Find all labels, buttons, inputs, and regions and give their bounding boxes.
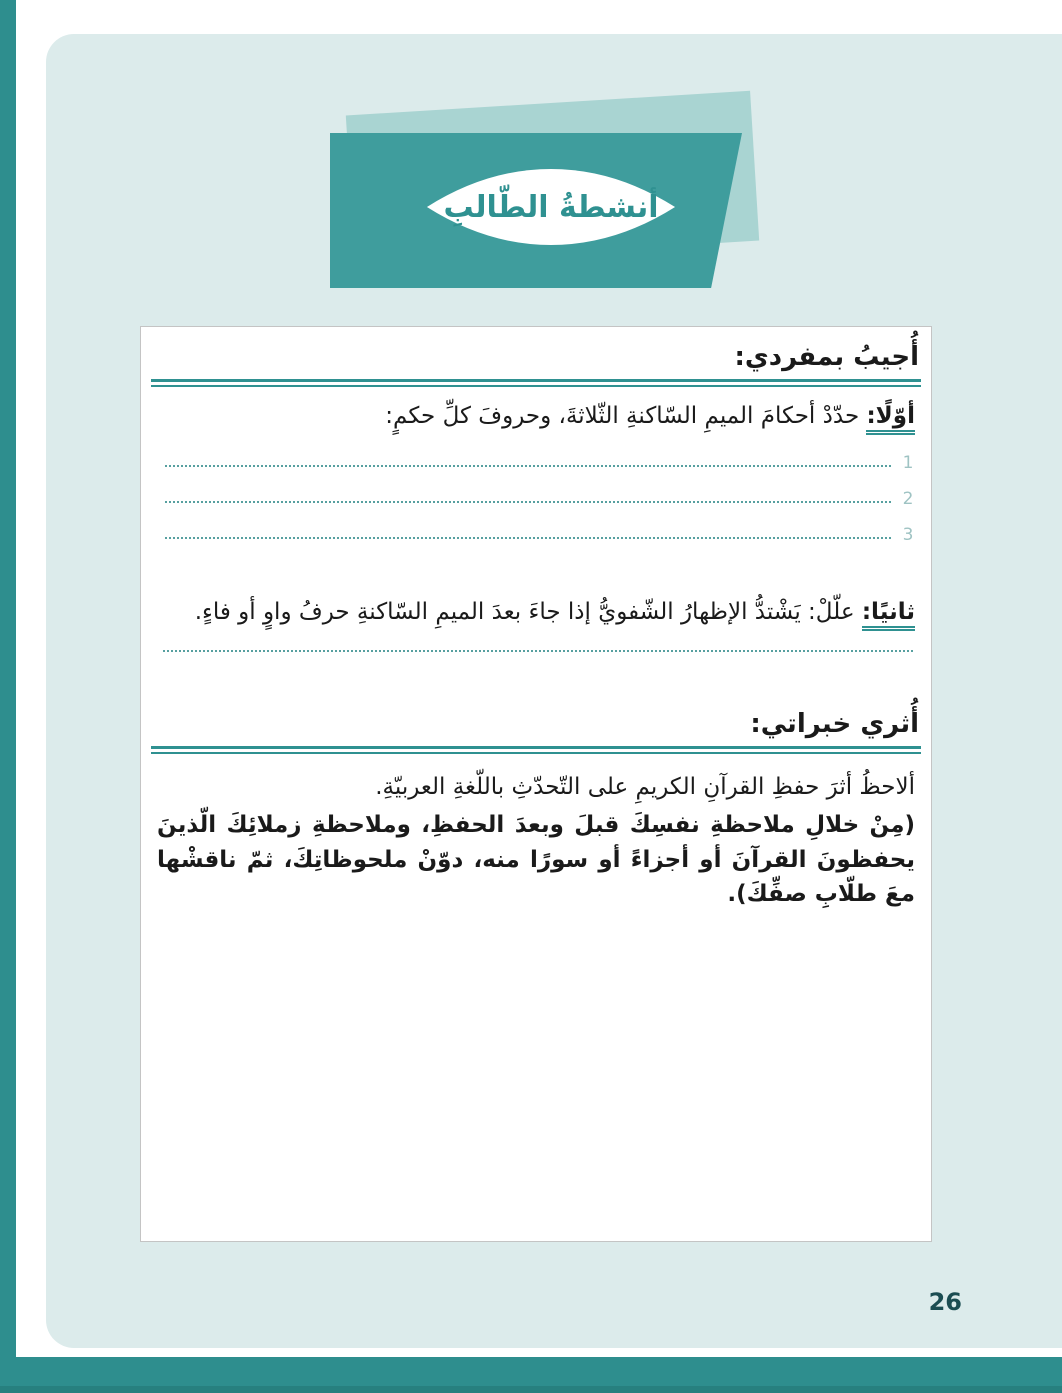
question-second [151, 595, 921, 630]
answer-blank-row [151, 475, 921, 511]
dotted-answer-line [165, 443, 891, 467]
dotted-answer-line [163, 650, 913, 652]
section-heading-answer-alone: أُجيبُ بمفردي: [734, 342, 919, 372]
heading-divider [151, 746, 921, 754]
blank-number: 2 [902, 489, 914, 510]
blank-number: 3 [902, 525, 914, 546]
question-first-label: أوّلًا: [866, 403, 915, 435]
enrich-intro-line: ألاحظُ أثرَ حفظِ القرآنِ الكريمِ على التّحدّثِ باللّغةِ العربيّةِ. [375, 773, 915, 800]
banner-title: أنشطةُ الطّالبِ [443, 189, 659, 225]
worksheet-box [140, 326, 932, 1242]
answer-blanks [151, 439, 921, 547]
answer-blank-row [151, 511, 921, 547]
question-second-label: ثانيًا: [862, 599, 915, 631]
dotted-answer-line [165, 479, 891, 503]
dotted-answer-line [165, 515, 891, 539]
answer-blank-row [151, 439, 921, 475]
activities-banner [320, 90, 780, 300]
left-spine-bar [0, 0, 16, 1393]
enrich-note-paragraph: (مِنْ خلالِ ملاحظةِ نفسِكَ قبلَ وبعدَ الحفظِ، وملاحظةِ زملائِكَ الّذينَ يحفظونَ القرآنَ أو أجزاءً أو سورًا منه، دوّنْ ملحوظاتِكَ، ثمّ ناقشْها معَ طلّابِ صفِّكَ). [157, 812, 915, 908]
bottom-footer-bar [0, 1357, 1062, 1393]
page-number: 26 [928, 1288, 962, 1316]
blank-number: 1 [902, 453, 914, 474]
question-first [151, 399, 921, 434]
question-first-text: حدّدْ أحكامَ الميمِ السّاكنةِ الثّلاثةَ، وحروفَ كلِّ حكمٍ: [385, 402, 867, 429]
heading-divider [151, 379, 921, 387]
section-heading-enrich: أُثري خبراتي: [750, 708, 919, 739]
question-second-text: علّلْ: يَشْتدُّ الإظهارُ الشّفويُّ إذا جاءَ بعدَ الميمِ السّاكنةِ حرفُ واوٍ أو فاءٍ. [194, 599, 862, 626]
